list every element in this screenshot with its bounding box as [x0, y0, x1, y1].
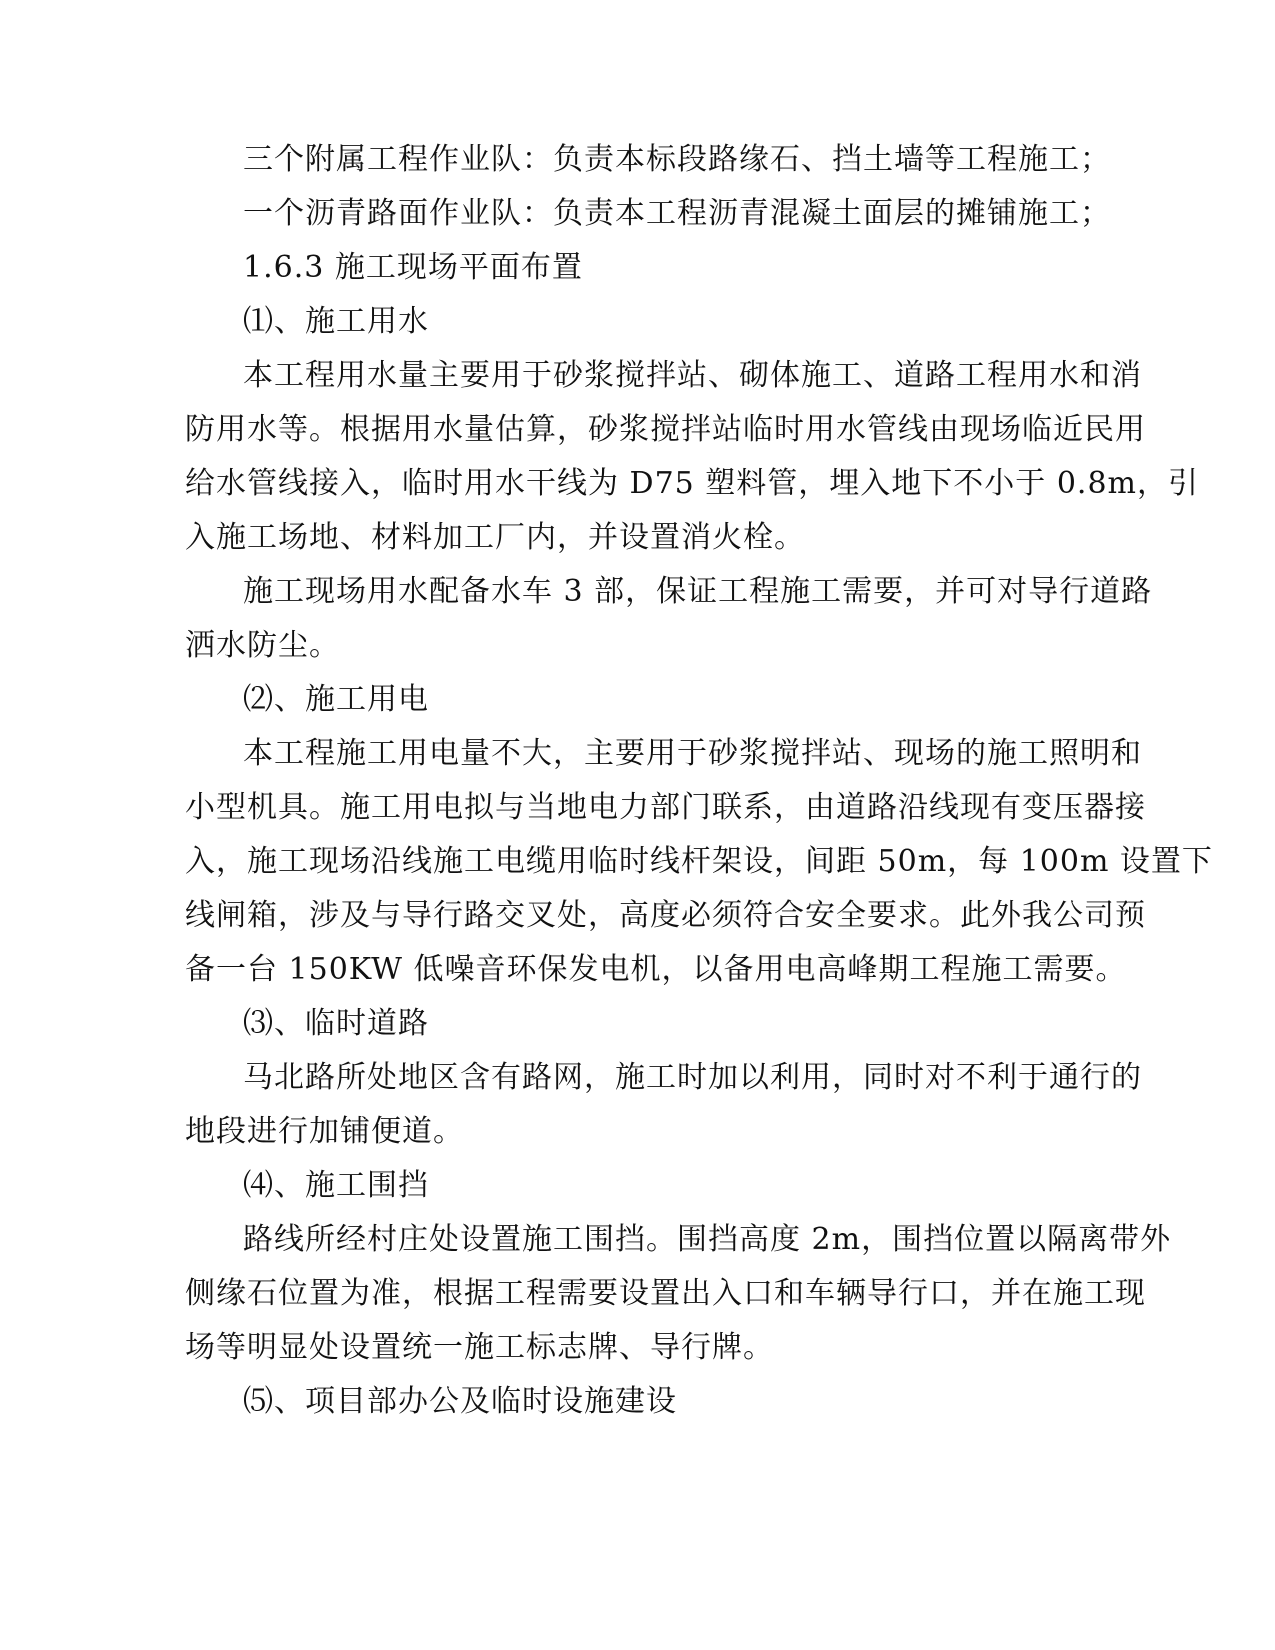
paragraph-electricity-line-3: 入，施工现场沿线施工电缆用临时线杆架设，间距 50m，每 100m 设置下: [185, 844, 1213, 879]
paragraph-hoarding-line-1: 路线所经村庄处设置施工围挡。围挡高度 2m，围挡位置以隔离带外: [243, 1222, 1172, 1257]
paragraph-electricity-line-1: 本工程施工用电量不大，主要用于砂浆搅拌站、现场的施工照明和: [243, 736, 1142, 771]
paragraph-electricity-line-2: 小型机具。施工用电拟与当地电力部门联系，由道路沿线现有变压器接: [185, 790, 1146, 825]
paragraph-road-line-1: 马北路所处地区含有路网，施工时加以利用，同时对不利于通行的: [243, 1060, 1142, 1095]
paragraph-electricity-line-4: 线闸箱，涉及与导行路交叉处，高度必须符合安全要求。此外我公司预: [185, 898, 1146, 933]
paragraph-ancillary-teams: 三个附属工程作业队：负责本标段路缘石、挡土墙等工程施工；: [243, 142, 1111, 177]
paragraph-road-line-2: 地段进行加铺便道。: [185, 1114, 464, 1149]
paragraph-water-line-3: 给水管线接入，临时用水干线为 D75 塑料管，埋入地下不小于 0.8m，引: [185, 466, 1199, 501]
subheading-project-office: ⑸、项目部办公及临时设施建设: [243, 1384, 677, 1419]
subheading-electricity: ⑵、施工用电: [243, 682, 429, 717]
paragraph-water-truck-line-1: 施工现场用水配备水车 3 部，保证工程施工需要，并可对导行道路: [243, 574, 1153, 609]
paragraph-hoarding-line-3: 场等明显处设置统一施工标志牌、导行牌。: [185, 1330, 774, 1365]
paragraph-water-truck-line-2: 洒水防尘。: [185, 628, 340, 663]
subheading-temporary-road: ⑶、临时道路: [243, 1006, 429, 1041]
paragraph-hoarding-line-2: 侧缘石位置为准，根据工程需要设置出入口和车辆导行口，并在施工现: [185, 1276, 1146, 1311]
subheading-water: ⑴、施工用水: [243, 304, 429, 339]
paragraph-water-line-1: 本工程用水量主要用于砂浆搅拌站、砌体施工、道路工程用水和消: [243, 358, 1142, 393]
section-heading-site-layout: 1.6.3 施工现场平面布置: [243, 250, 583, 285]
paragraph-water-line-2: 防用水等。根据用水量估算，砂浆搅拌站临时用水管线由现场临近民用: [185, 412, 1146, 447]
paragraph-asphalt-team: 一个沥青路面作业队：负责本工程沥青混凝土面层的摊铺施工；: [243, 196, 1111, 231]
paragraph-water-line-4: 入施工场地、材料加工厂内，并设置消火栓。: [185, 520, 805, 555]
paragraph-electricity-line-5: 备一台 150KW 低噪音环保发电机，以备用电高峰期工程施工需要。: [185, 952, 1127, 987]
subheading-hoarding: ⑷、施工围挡: [243, 1168, 429, 1203]
